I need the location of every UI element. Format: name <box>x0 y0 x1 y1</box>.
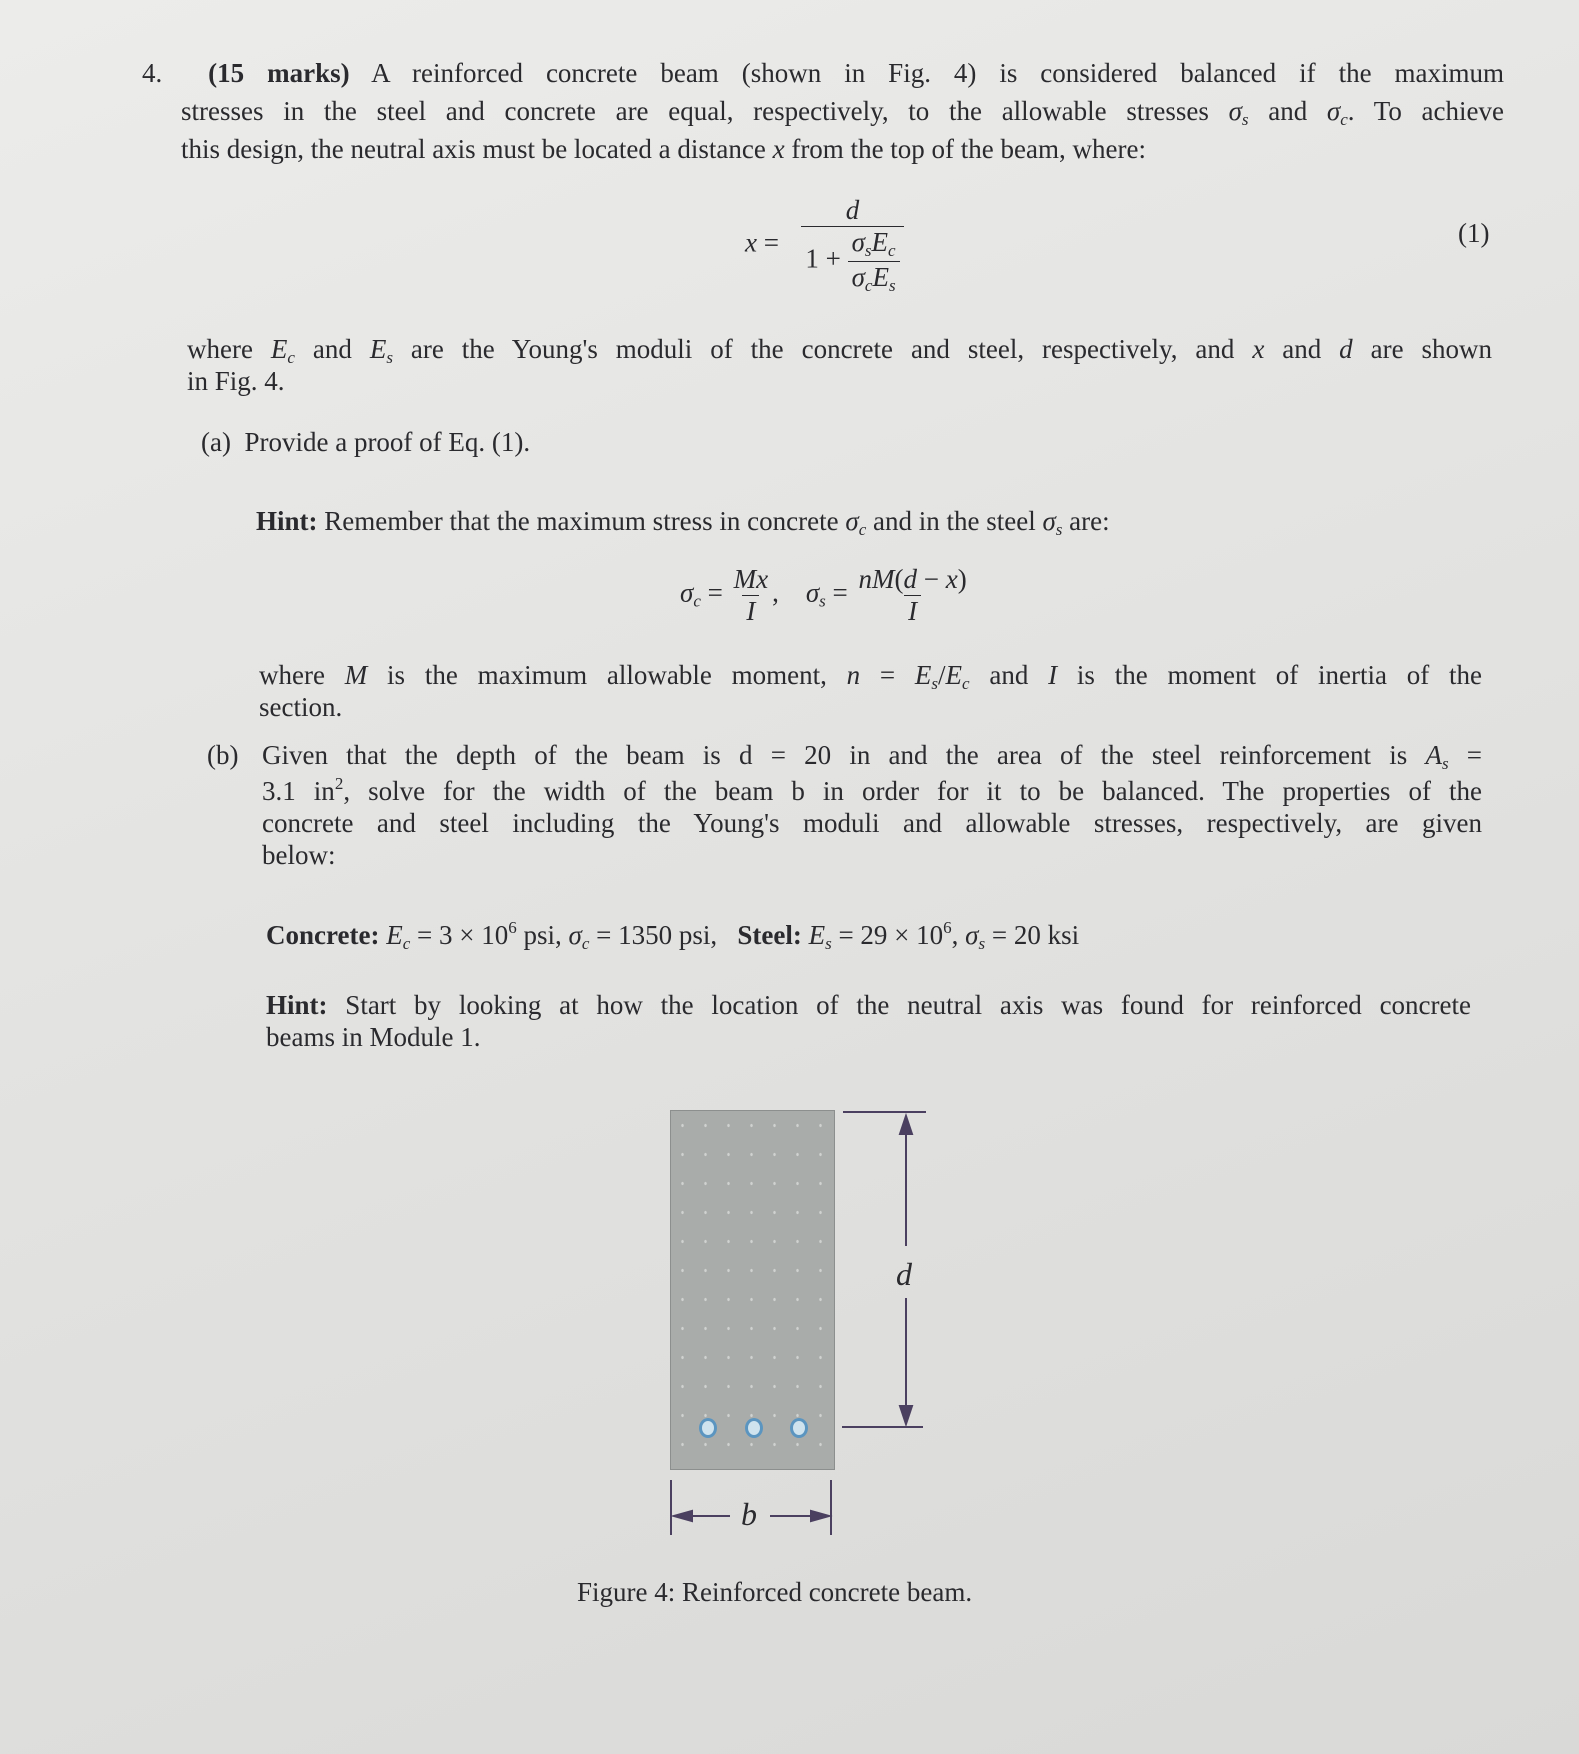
hint-label: Hint: <box>266 990 328 1020</box>
question-intro-line3: this design, the neutral axis must be located a distance x from the top of the beam, where: <box>181 134 1146 164</box>
part-b-hint-line2: beams in Module 1. <box>266 1022 481 1052</box>
where-line2: in Fig. 4. <box>187 366 285 396</box>
hint-text: Start by looking at how the location of the neutral axis was found for reinforced concrete <box>345 990 1471 1020</box>
where-text: and <box>1282 334 1322 364</box>
where-text: is the maximum allowable moment, <box>387 660 827 690</box>
intro-text: from the top of the beam, where: <box>791 134 1146 164</box>
where-text: are shown <box>1370 334 1493 364</box>
part-b-line2: 3.1 $in^2$, solve for the width of the beam b in order for it to be balanced. The properties of the <box>262 774 1482 806</box>
part-b-line3: concrete and steel including the Young's moduli and allowable stresses, respectively, are given <box>262 808 1482 838</box>
question-intro-line2: stresses in the steel and concrete are equal, respectively, to the allowable stresses $\sigma_s$ and $\sigma_c$. To achieve <box>181 96 1504 129</box>
where-line1: where $E_c$ and $E_s$ are the Young's moduli of the concrete and steel, respectively, and x and d are shown <box>187 334 1493 367</box>
hint-equations: $\sigma_c$ = $\frac{Mx}{I}$ , $\sigma_s$ = $\frac{nM(d - x)}{I}$ <box>680 564 967 626</box>
where-text: is the moment of inertia of the <box>1076 660 1483 690</box>
part-a-label: (a) <box>201 427 231 457</box>
part-a-where-line1: where M is the maximum allowable moment, $n = E_s/E_c$ and I is the moment of inertia of the <box>259 660 1483 693</box>
hint-label: Hint: <box>256 506 318 536</box>
equation-number: (1) <box>1458 218 1490 248</box>
hint-text: Remember that the maximum stress in concrete <box>324 506 839 536</box>
steel-label: Steel: <box>737 920 802 950</box>
part-a-where-line2: section. <box>259 692 343 722</box>
part-a-text: Provide a proof of Eq. (1). <box>244 427 531 457</box>
part-b-label: (b) <box>207 740 239 770</box>
dimension-label-d: d <box>896 1256 912 1292</box>
figure-caption: Figure 4: Reinforced concrete beam. <box>577 1577 973 1607</box>
part-b-text: 3.1 in <box>262 776 335 806</box>
question-number: 4. <box>142 58 163 88</box>
where-text: are the Young's moduli of the concrete and steel, respectively, and <box>410 334 1235 364</box>
where-text: where <box>187 334 253 364</box>
intro-text: A reinforced concrete beam (shown in Fig. 4) is considered balanced if the maximum <box>371 58 1504 88</box>
intro-text: this design, the neutral axis must be located a distance <box>181 134 766 164</box>
part-b-line1: Given that the depth of the beam is d = 20 in and the area of the steel reinforcement is $A_s$ = <box>262 740 1482 773</box>
intro-text: . To achieve <box>1347 96 1504 126</box>
part-b-line4: below: <box>262 840 336 870</box>
dimension-label-b: b <box>741 1496 757 1532</box>
question-marks: (15 marks) <box>208 58 350 88</box>
part-a-hint: Hint: Remember that the maximum stress in concrete $\sigma_c$ and in the steel $\sigma_s$ are: <box>256 506 1110 539</box>
where-text: and <box>989 660 1029 690</box>
part-b-text: , solve for the width of the beam b in order for it to be balanced. The properties of the <box>343 776 1482 806</box>
intro-text: and <box>1268 96 1308 126</box>
intro-text: stresses in the steel and concrete are equal, respectively, to the allowable stresses <box>181 96 1209 126</box>
hint-text: and in the steel <box>873 506 1036 536</box>
equation-1: x = d 1 + $\frac{\sigma_sE_c}{\sigma_cE_s}$ <box>745 195 919 296</box>
concrete-label: Concrete: <box>266 920 380 950</box>
where-text: and <box>312 334 352 364</box>
hint-text: are: <box>1069 506 1110 536</box>
part-b-text: Given that the depth of the beam is d = 20 in and the area of the steel reinforcement is <box>262 740 1408 770</box>
where-text: where <box>259 660 325 690</box>
material-properties: Concrete: $E_c = 3 \times 10^6$ psi, $\sigma_c = 1350$ psi, Steel: $E_s = 29 \times 10^6$, $\sigma_s = 20$ ksi <box>266 918 1080 953</box>
